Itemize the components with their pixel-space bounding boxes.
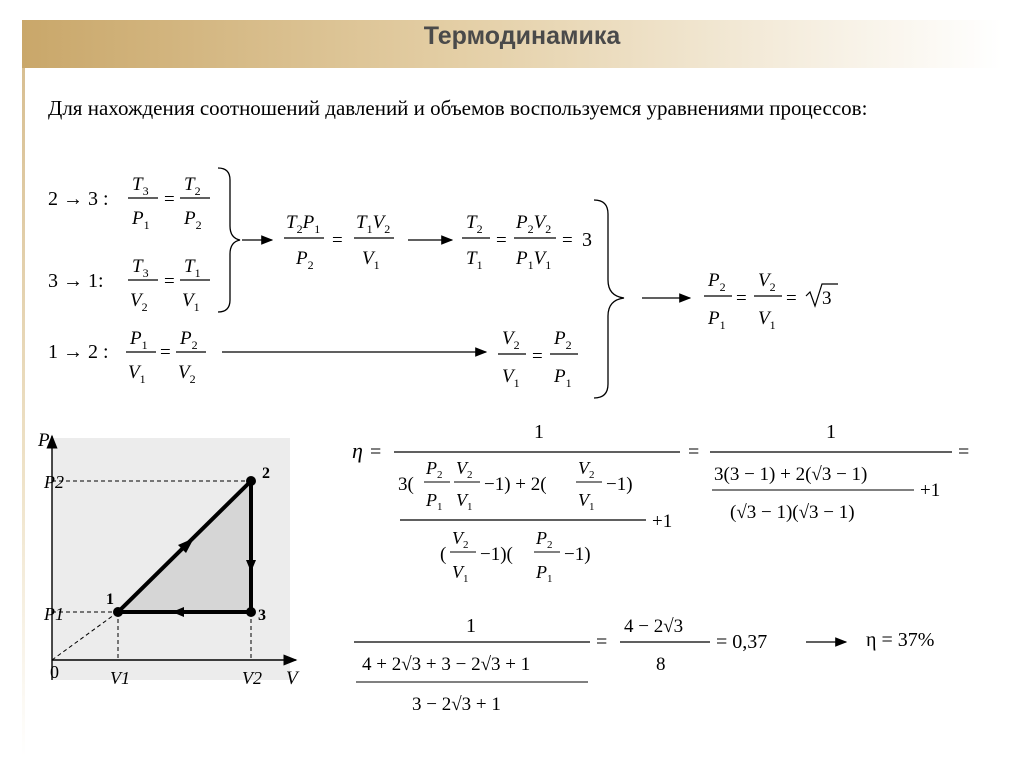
process-3-1 [48,256,210,314]
svg-text:3(3 − 1) + 2(√3 − 1): 3(3 − 1) + 2(√3 − 1) [714,464,868,485]
svg-text:V2: $V_2$ [456,458,473,481]
svg-text:−1)(: −1)( [480,544,513,565]
svg-text:1: 1 [466,615,476,637]
svg-text:=: = [160,342,171,363]
svg-text:P2: $P_2$ [554,328,572,352]
svg-text:T3: $T_3$ [132,256,149,280]
svg-text:P2: $P_2$ [708,270,726,294]
ratio-result: 3 [582,229,592,251]
svg-text:V1: $V_1$ [502,366,520,390]
v2-tick-label: V2 [242,668,262,688]
process-2-3 [48,174,210,232]
svg-text:V2: $V_2$ [130,290,148,314]
svg-text:−1): −1) [606,474,633,495]
svg-text:=: = [958,441,970,463]
process-label: 1 → 2 : [48,341,109,363]
svg-text:V2: $V_2$ [758,270,776,294]
svg-text:=: = [532,346,543,367]
svg-text:V1: $V_1$ [128,362,146,386]
svg-text:T3: $T_3$ [132,174,149,198]
final-ratio-eq [704,270,838,332]
combined-equation [284,212,592,272]
svg-text:=: = [370,441,382,463]
svg-text:V2: $V_2$ [502,328,520,352]
p-axis-label: P [38,430,50,451]
svg-text:V1: $V_1$ [578,490,595,513]
svg-text:P1: $P_1$ [132,208,150,232]
approx-value: = 0,37 [716,631,768,653]
p2-tick-label: P2 [44,472,64,492]
p1-tick-label: P1 [44,604,64,624]
svg-text:P1: $P_1$ [554,366,572,390]
svg-text:P2V2: $P_2V_2$ [516,212,552,236]
svg-text:=: = [164,271,175,292]
intro-text: Для нахождения соотношений давлений и объемов воспользуемся уравнениями процессов: [48,96,868,120]
point-2-label: 2 [262,465,270,482]
svg-text:P1: $P_1$ [536,562,553,585]
process-label: 2 → 3 : [48,188,109,210]
svg-text:=: = [596,631,608,653]
svg-text:V1: $V_1$ [456,490,473,513]
line2-denominator: 8 [656,654,666,675]
svg-text:+1: +1 [920,480,941,501]
svg-text:=: = [496,230,507,251]
point-3-label: 3 [258,607,266,624]
svg-text:=: = [164,189,175,210]
brace-left [218,168,240,312]
numerator-one: 1 [534,421,544,443]
sqrt-value: 3 [822,288,832,309]
process-label: 3 → 1: [48,270,104,292]
svg-text:1: 1 [826,421,836,443]
svg-text:T1: $T_1$ [466,248,483,272]
sum-denominator: 3 − 2√3 + 1 [412,694,501,715]
sum-numerator: 4 + 2√3 + 3 − 2√3 + 1 [362,654,531,675]
plus-one: +1 [652,511,673,532]
svg-text:P1V1: $P_1V_1$ [516,248,552,272]
v-axis-label: V [286,668,298,689]
pv-diagram [37,430,300,689]
process-1-2 [48,328,486,386]
origin-label: 0 [50,662,59,682]
svg-text:T1V2: $T_1V_2$ [356,212,391,236]
svg-text:P2: $P_2$ [184,208,202,232]
svg-text:T2: $T_2$ [184,174,201,198]
final-result: η = 37% [866,629,935,651]
efficiency-formula [352,421,969,585]
svg-text:V1: $V_1$ [182,290,200,314]
efficiency-line-2 [354,615,934,715]
svg-text:=: = [688,441,700,463]
svg-text:−1) + 2(: −1) + 2( [484,474,547,495]
line2-numerator: 4 − 2√3 [624,616,684,637]
volume-ratio-eq [498,328,578,390]
svg-text:V2: $V_2$ [178,362,196,386]
svg-text:(√3 − 1)(√3 − 1): (√3 − 1)(√3 − 1) [730,502,855,523]
svg-text:V1: $V_1$ [362,248,380,272]
svg-text:P1: $P_1$ [708,308,726,332]
svg-text:T2P1: $T_2P_1$ [286,212,321,236]
svg-text:V2: $V_2$ [452,528,469,551]
point-1-label: 1 [106,591,114,608]
svg-text:=: = [562,230,573,251]
brace-right [594,200,624,398]
svg-text:V2: $V_2$ [578,458,595,481]
svg-text:3(: 3( [398,474,414,495]
svg-text:(: ( [440,544,447,565]
svg-text:P1: $P_1$ [130,328,148,352]
svg-text:T1: $T_1$ [184,256,201,280]
svg-text:P2: $P_2$ [426,458,443,481]
page-title: Термодинамика [423,22,621,50]
svg-text:−1): −1) [564,544,591,565]
eta-symbol: η [352,438,363,463]
svg-text:V1: $V_1$ [758,308,776,332]
svg-text:V1: $V_1$ [452,562,469,585]
svg-text:=: = [332,230,343,251]
svg-text:=: = [736,288,747,309]
svg-text:=: = [786,288,797,309]
svg-text:T2: $T_2$ [466,212,483,236]
svg-text:P1: $P_1$ [426,490,443,513]
svg-text:P2: $P_2$ [536,528,553,551]
svg-text:P2: $P_2$ [180,328,198,352]
v1-tick-label: V1 [110,668,130,688]
svg-text:P2: $P_2$ [296,248,314,272]
